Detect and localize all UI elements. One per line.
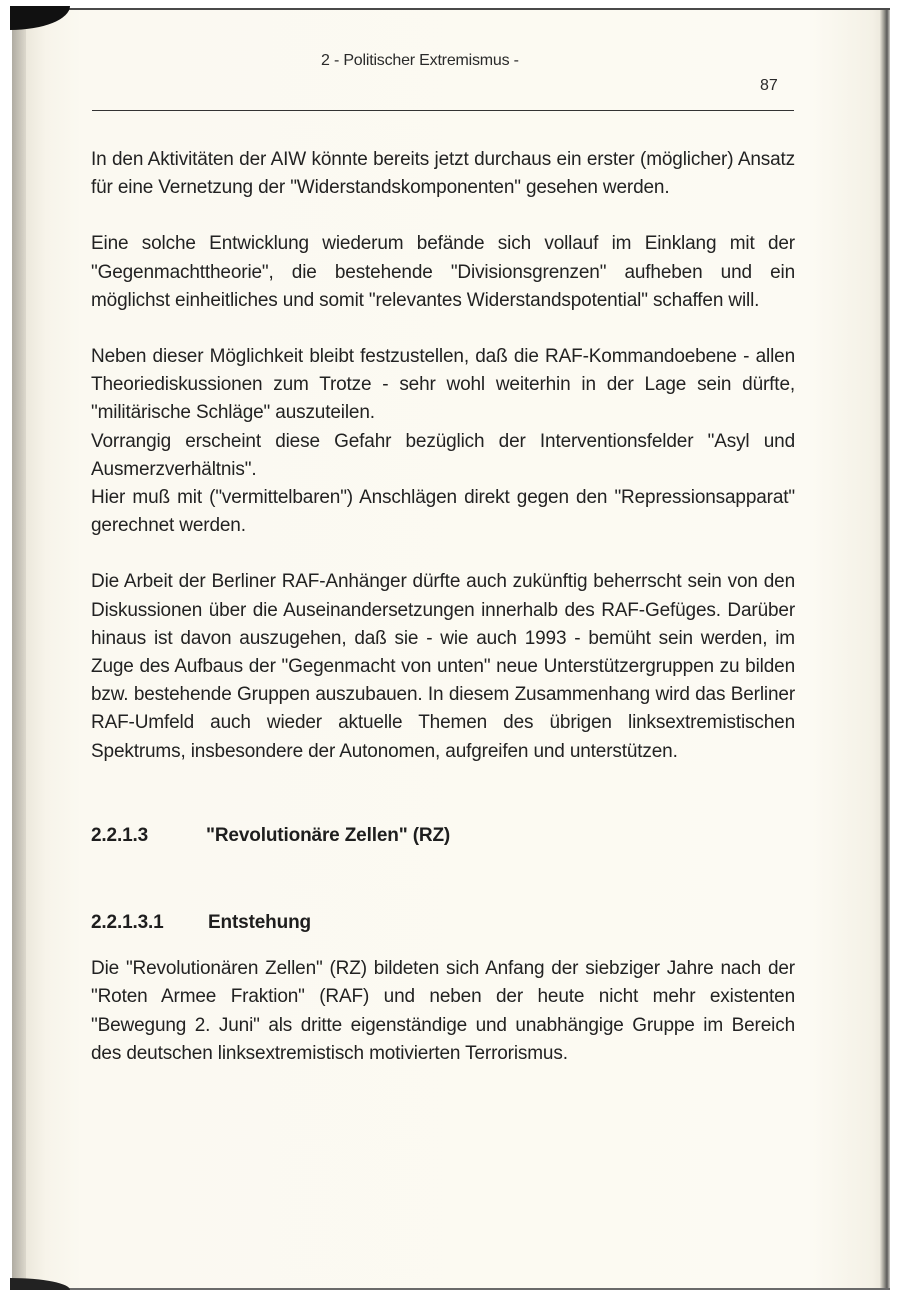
paragraph: Neben dieser Möglichkeit bleibt festzustellen, daß die RAF-Kommandoebene - allen Theoriediskussionen zum Trotze - sehr wohl weiterhin in der Lage sein dürfte, "militärische Schläge" auszuteilen. — [91, 346, 795, 424]
paragraph: Vorrangig erscheint diese Gefahr bezüglich der Interventionsfelder "Asyl und Ausmerzverhältnis". — [91, 430, 795, 480]
scan-corner-shadow — [10, 1278, 70, 1290]
paragraph: Hier muß mit ("vermittelbaren") Anschlägen direkt gegen den "Repressionsapparat" gerechnet werden. — [91, 487, 795, 537]
section-gap — [91, 766, 795, 822]
section-number: 2.2.1.3.1 — [91, 912, 164, 934]
section-heading — [91, 822, 795, 850]
paragraph: Eine solche Entwicklung wiederum befände sich vollauf im Einklang mit der "Gegenmachttheorie", die bestehende "Divisionsgrenzen" aufheben und ein möglichst einheitliches und somit "relevantes Widerstandspotential" schaffen will. — [91, 233, 795, 311]
paragraph: Die "Revolutionären Zellen" (RZ) bildeten sich Anfang der siebziger Jahre nach der "Roten Armee Fraktion" (RAF) und neben der heute nicht mehr existenten "Bewegung 2. Juni" als dritte eigenständige und unabhängige Gruppe im Bereich des deutschen linksextremistisch motivierten Terrorismus. — [91, 958, 795, 1064]
paragraph-gap — [91, 202, 795, 230]
page-edge — [880, 10, 890, 1288]
running-head: 2 - Politischer Extremismus - — [321, 52, 519, 69]
section-title: "Revolutionäre Zellen" (RZ) — [206, 824, 451, 846]
section-number: 2.2.1.3 — [91, 824, 149, 846]
section-title: Entstehung — [208, 912, 311, 934]
paragraph: Die Arbeit der Berliner RAF-Anhänger dürfte auch zukünftig beherrscht sein von den Diskussionen über die Auseinandersetzungen innerhalb des RAF-Gefüges. Darüber hinaus ist davon auszugehen, daß sie - wie auch 1993 - bemüht sein werden, im Zuge des Aufbaus der "Gegenmacht von unten" neue Unterstützergruppen zu bilden bzw. bestehende Gruppen auszubauen. In diesem Zusammenhang wird das Berliner RAF-Umfeld auch wieder aktuelle Themen des übrigen linksextremistischen Spektrums, insbesondere der Autonomen, aufgreifen und unterstützen. — [91, 571, 795, 762]
subsection-heading — [91, 909, 795, 937]
book-page — [12, 8, 890, 1290]
binding-shadow — [12, 10, 26, 1288]
paragraph-gap — [91, 540, 795, 568]
section-gap — [91, 850, 795, 909]
heading-gap — [91, 937, 795, 955]
body-text — [91, 146, 795, 1068]
page-number: 87 — [760, 77, 778, 94]
page-header — [12, 10, 890, 130]
paragraph-gap — [91, 315, 795, 343]
paragraph: In den Aktivitäten der AIW könnte bereits jetzt durchaus ein erster (möglicher) Ansatz für eine Vernetzung der "Widerstandskomponenten" gesehen werden. — [91, 149, 795, 199]
header-divider — [92, 110, 794, 111]
